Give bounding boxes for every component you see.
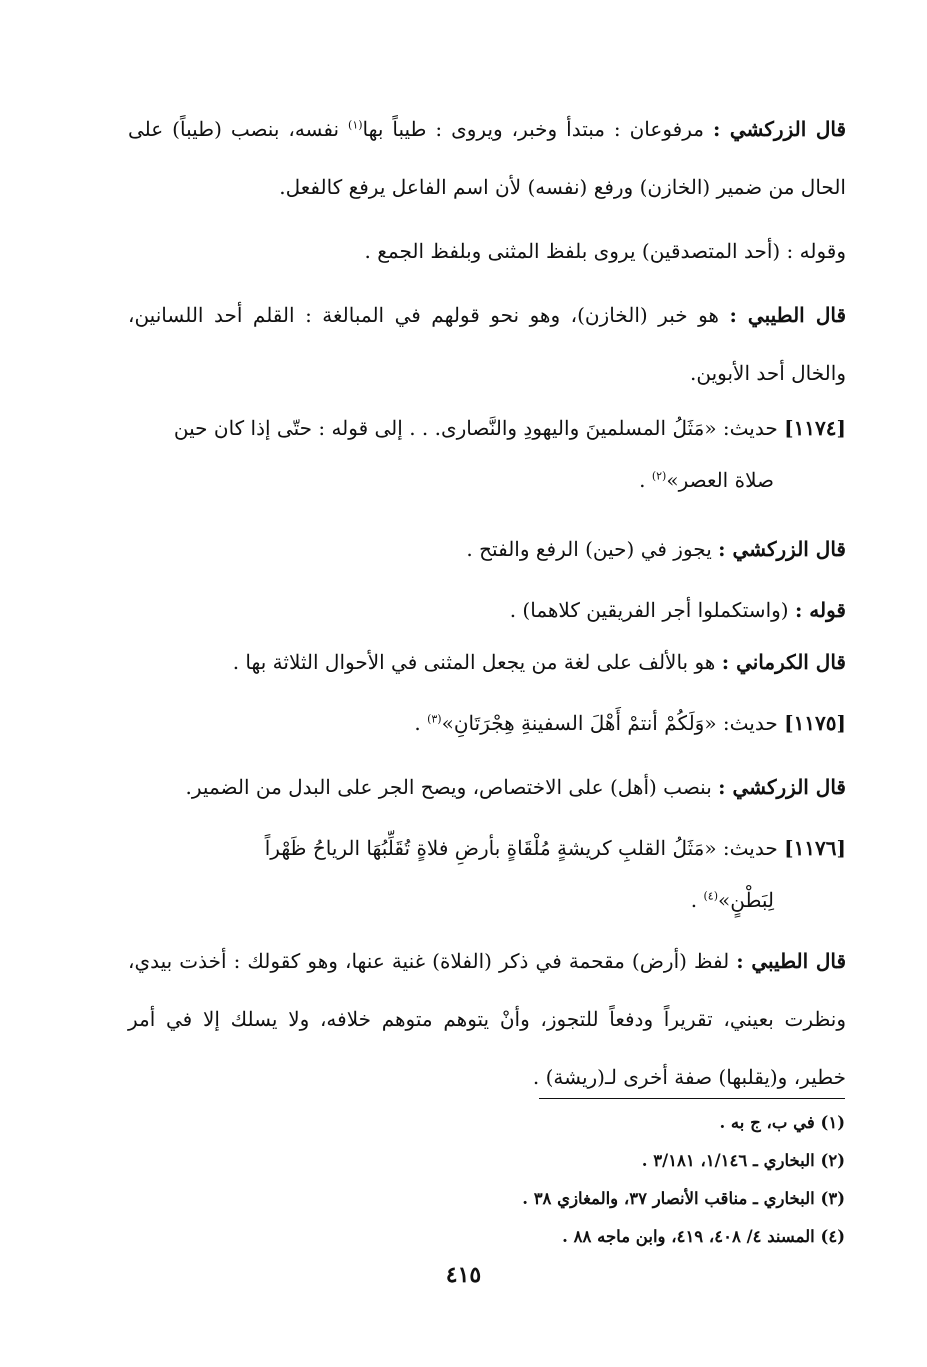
page-number: ٤١٥ [445, 1262, 482, 1288]
paragraph-text: هو خبر (الخازن)، وهو نحو قولهم في المبالغة : القلم أحد اللسانين، والخال أحد الأبوين. [128, 303, 846, 385]
hadith-text: حديث: «وَلَكُمْ أنتمْ أَهْلَ السفينةِ هِجْرَتَانِ» [441, 711, 785, 735]
speaker-label: قال الزركشي : [712, 117, 847, 141]
paragraph-zarkashi-2 [128, 520, 846, 578]
hadith-continuation: لِبَطْنٍ»$^{(٤)}$ . [690, 888, 774, 912]
hadith-number: [١١٧٥] [784, 711, 846, 735]
footnote-ref: (١) [348, 118, 363, 132]
footnote-4: (٤) المسند ٤/ ٤٠٨، ٤١٩، وابن ماجه ٨٨ . [562, 1227, 845, 1246]
speaker-label: قال الزركشي : [718, 775, 846, 799]
speaker-label: قال الزركشي : [718, 537, 846, 561]
speaker-label: قوله : [794, 598, 846, 622]
paragraph-text: بنصب (أهل) على الاختصاص، ويصح الجر على البدل من الضمير. [185, 775, 719, 799]
hadith-continuation: صلاة العصر»$^{(٢)}$ . [639, 468, 774, 492]
footnotes [245, 1104, 845, 1256]
hadith-text: حديث: «مَثَلُ المسلمينَ واليهودِ والنَّصارى. . . إلى قوله : حتّى إذا كان حين [173, 416, 785, 440]
speaker-label: قال الطيبي : [736, 949, 847, 973]
paragraph-text: لفظ (أرض) مقحمة في ذكر (الفلاة) غنية عنها، وهو كقولك : أخذت بيدي، ونظرت بعيني، تقريراً ودفعاً للتجوز، وأنْ يتوهم متوهم خلافه، ولا يسلك إلا في أمر خطير، و(يقلبها) صفة أخرى لـ(ريشة) . [128, 949, 846, 1089]
hadith-text: حديث: «مَثَلُ القلبِ كريشةٍ مُلْقَاةٍ بأرضِ فلاةٍ تُقَلِّبُهَا الرياحُ ظَهْراً [264, 836, 785, 860]
paragraph-text: نفسه، بنصب (طيباً) على الحال من ضمير (الخازن) ورفع (نفسه) لأن اسم الفاعل يرفع كالفعل. [128, 117, 846, 199]
paragraph-text: هو بالألف على لغة من يجعل المثنى في الأحوال الثلاثة بها . [232, 650, 722, 674]
main-text [128, 100, 846, 1106]
footnote-3: (٣) البخاري ـ مناقب الأنصار ٣٧، والمغازي ٣٨ . [522, 1189, 845, 1208]
paragraph-text: (واستكملوا أجر الفريقين كلاهما) . [509, 598, 795, 622]
footnote-ref: (٢) [651, 469, 667, 483]
paragraph-tibi-1 [128, 286, 846, 402]
hadith-1176 [128, 822, 846, 926]
speaker-label: قال الطيبي : [729, 303, 847, 327]
hadith-1174 [128, 402, 846, 506]
speaker-label: قال الكرماني : [721, 650, 846, 674]
paragraph-tibi-2 [128, 932, 846, 1106]
paragraph-qawluhu-2 [128, 584, 846, 636]
footnote-1: (١) في ب، ج به . [719, 1113, 845, 1132]
footnote-ref: (٣) [427, 712, 442, 726]
footnote-separator [539, 1098, 845, 1099]
hadith-number: [١١٧٦] [784, 836, 846, 860]
paragraph-qawluhu-1: وقوله : (أحد المتصدقين) يروى بلفظ المثنى وبلفظ الجمع . [364, 239, 846, 263]
hadith-number: [١١٧٤] [784, 416, 846, 440]
footnote-2: (٢) البخاري ـ ١/١٤٦، ٣/١٨١ . [641, 1151, 845, 1170]
paragraph-zarkashi-1 [128, 100, 846, 216]
paragraph-kirmani [128, 636, 846, 688]
paragraph-text: يجوز في (حين) الرفع والفتح . [466, 537, 719, 561]
hadith-1175: [١١٧٥] حديث: «وَلَكُمْ أنتمْ أَهْلَ السفينةِ هِجْرَتَانِ»$^{(٣)}$ . [414, 711, 846, 735]
paragraph-zarkashi-3 [128, 758, 846, 816]
footnote-ref: (٤) [703, 889, 718, 903]
paragraph-text: مرفوعان : مبتدأ وخبر، ويروى : طيباً بها [362, 117, 713, 141]
